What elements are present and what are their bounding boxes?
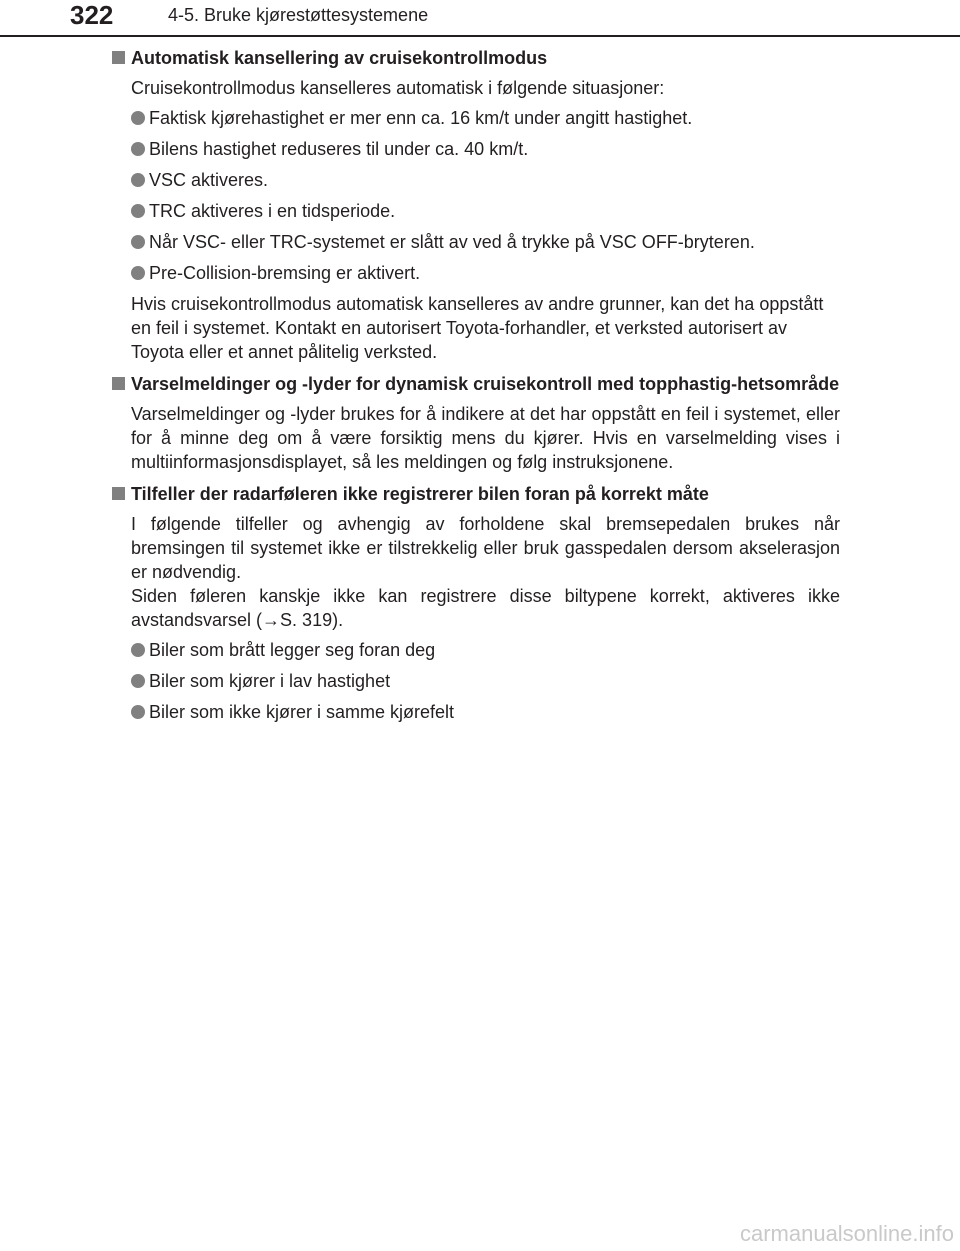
header-divider <box>0 35 960 37</box>
round-bullet-icon <box>131 235 145 249</box>
chapter-title: 4-5. Bruke kjørestøttesystemene <box>168 5 429 25</box>
square-bullet-icon <box>112 51 125 64</box>
section-intro-2: Siden føleren kanskje ikke kan registrere disse biltypene korrekt, aktiveres ikke avstandsvarsel (→S. 319). <box>131 586 840 630</box>
list-item-text: VSC aktiveres. <box>149 170 269 190</box>
list-item <box>0 168 960 192</box>
list-item-text: Pre-Collision-bremsing er aktivert. <box>149 263 421 283</box>
list-item <box>0 106 960 130</box>
section-heading <box>0 372 960 396</box>
section-auto-cancel <box>0 46 960 364</box>
square-bullet-icon <box>112 377 125 390</box>
section-outro: Hvis cruisekontrollmodus automatisk kanselleres av andre grunner, kan det ha oppstått en feil i systemet. Kontakt en autorisert Toyota-forhandler, et verksted autorisert av Toyota eller et annet pålitelig verksted. <box>131 294 824 362</box>
round-bullet-icon <box>131 111 145 125</box>
section-radar-limitations <box>0 482 960 724</box>
section-heading <box>0 46 960 70</box>
list-item-text: TRC aktiveres i en tidsperiode. <box>149 201 396 221</box>
section-intro: Varselmeldinger og -lyder brukes for å indikere at det har oppstått en feil i systemet, eller for å minne deg om å være forsiktig mens du kjører. Hvis en varselmelding vises i multiinformasjonsdisplayet, så les meldingen og følg instruksjonene. <box>131 404 840 472</box>
round-bullet-icon <box>131 643 145 657</box>
section-heading-text: Varselmeldinger og -lyder for dynamisk cruisekontroll med topphastig-hetsområde <box>131 374 840 394</box>
page-content <box>0 46 960 731</box>
list-item <box>0 669 960 693</box>
square-bullet-icon <box>112 487 125 500</box>
list-item <box>0 230 960 254</box>
section-warning-messages <box>0 372 960 474</box>
round-bullet-icon <box>131 266 145 280</box>
list-item <box>0 638 960 662</box>
section-heading <box>0 482 960 506</box>
list-item-text: Biler som ikke kjører i samme kjørefelt <box>149 702 455 722</box>
section-heading-text: Automatisk kansellering av cruisekontrollmodus <box>131 48 548 68</box>
watermark: carmanualsonline.info <box>739 1221 954 1246</box>
page-header <box>0 0 960 40</box>
section-heading-text: Tilfeller der radarføleren ikke registrerer bilen foran på korrekt måte <box>131 484 709 504</box>
list-item <box>0 261 960 285</box>
list-item-text: Biler som brått legger seg foran deg <box>149 640 436 660</box>
list-item-text: Bilens hastighet reduseres til under ca. 40 km/t. <box>149 139 529 159</box>
list-item <box>0 700 960 724</box>
round-bullet-icon <box>131 142 145 156</box>
round-bullet-icon <box>131 173 145 187</box>
page-number: 322 <box>70 0 114 30</box>
list-item <box>0 199 960 223</box>
list-item-text: Faktisk kjørehastighet er mer enn ca. 16 km/t under angitt hastighet. <box>149 108 693 128</box>
list-item-text: Biler som kjører i lav hastighet <box>149 671 391 691</box>
round-bullet-icon <box>131 204 145 218</box>
section-intro: Cruisekontrollmodus kanselleres automatisk i følgende situasjoner: <box>131 78 665 98</box>
list-item-text: Når VSC- eller TRC-systemet er slått av ved å trykke på VSC OFF-bryteren. <box>149 232 755 252</box>
round-bullet-icon <box>131 674 145 688</box>
list-item <box>0 137 960 161</box>
section-intro: I følgende tilfeller og avhengig av forholdene skal bremsepedalen brukes når bremsingen til systemet ikke er tilstrekkelig eller bruk gasspedalen dersom akselerasjon er nødvendig. <box>131 514 840 582</box>
round-bullet-icon <box>131 705 145 719</box>
